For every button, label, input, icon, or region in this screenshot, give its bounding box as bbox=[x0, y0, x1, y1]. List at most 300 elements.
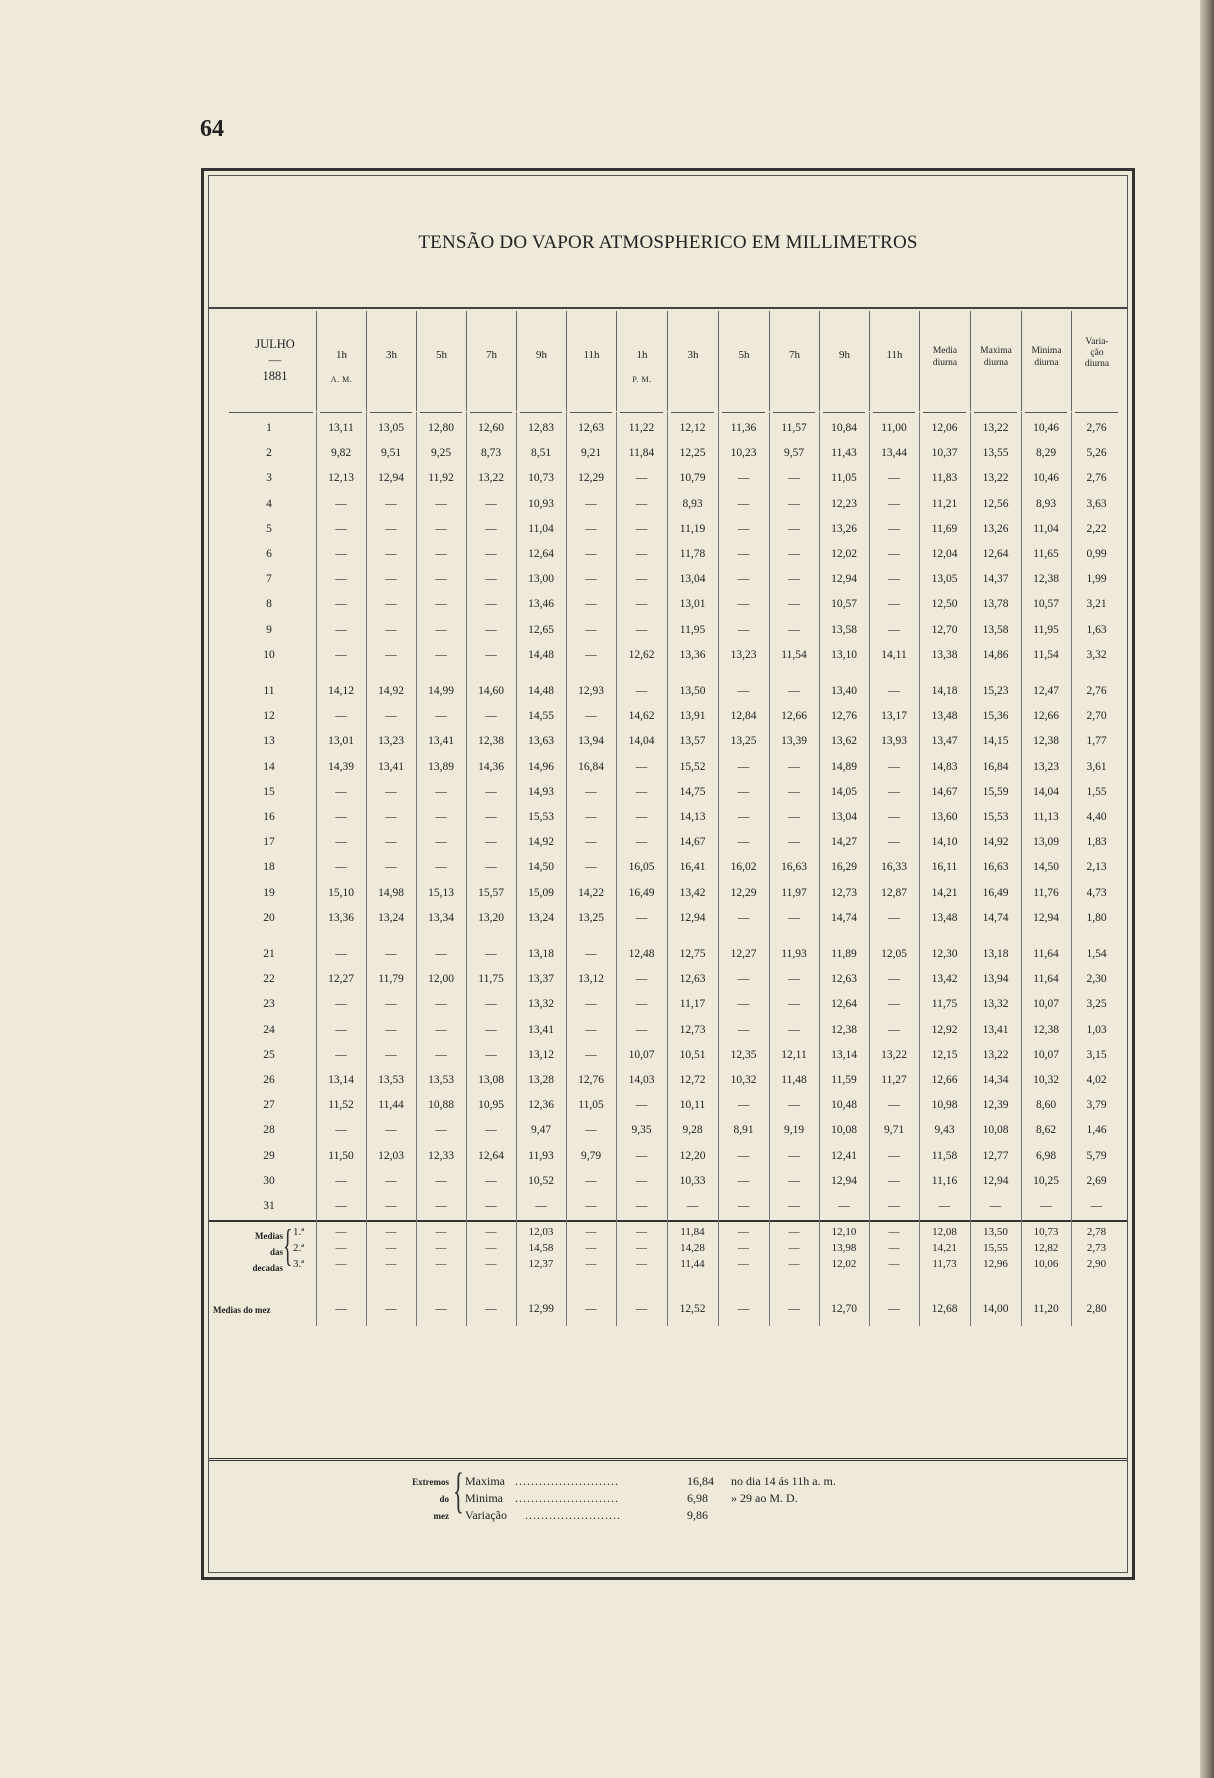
cell: 9,35 bbox=[631, 1124, 652, 1137]
cell: 11,78 bbox=[679, 548, 706, 560]
cell: 12,29 bbox=[730, 886, 757, 899]
cell: — bbox=[888, 573, 900, 586]
cell: — bbox=[737, 497, 750, 510]
cell: 14,98 bbox=[378, 886, 404, 899]
cell: 10,93 bbox=[528, 497, 554, 510]
cell: — bbox=[435, 836, 447, 849]
cell: 9,19 bbox=[783, 1124, 805, 1137]
cell: 9,82 bbox=[330, 447, 352, 460]
header-variacao-line: Varia- bbox=[1085, 337, 1109, 347]
cell: — bbox=[838, 1200, 850, 1212]
cell: 13,42 bbox=[931, 973, 958, 986]
cell: 11,05 bbox=[831, 472, 857, 485]
header-rule-seg bbox=[823, 412, 865, 413]
cell: — bbox=[938, 1200, 951, 1212]
column-line bbox=[819, 412, 820, 1326]
cell: 14,37 bbox=[982, 573, 1009, 586]
cell: 14,89 bbox=[831, 760, 857, 773]
cell: — bbox=[335, 785, 347, 798]
cell: — bbox=[788, 1174, 800, 1187]
header-hour: 3h bbox=[386, 349, 397, 361]
cell: 2,70 bbox=[1086, 710, 1107, 723]
cell: 12,64 bbox=[528, 548, 554, 560]
cell: — bbox=[686, 1200, 699, 1212]
cell: 12,38 bbox=[1033, 735, 1059, 748]
cell: — bbox=[788, 548, 800, 560]
cell: — bbox=[385, 598, 397, 611]
cell: 12,65 bbox=[528, 623, 554, 636]
cell: — bbox=[788, 1200, 800, 1212]
header-col-13 bbox=[919, 311, 970, 411]
cell: 9,51 bbox=[380, 447, 402, 460]
header-rule-seg bbox=[470, 412, 512, 413]
cell: 12,62 bbox=[628, 648, 655, 661]
cell: — bbox=[788, 685, 800, 697]
cell: — bbox=[788, 998, 800, 1011]
cell: 13,46 bbox=[528, 598, 554, 611]
cell: 3,15 bbox=[1086, 1048, 1107, 1061]
cell: 13,32 bbox=[528, 998, 554, 1011]
cell: 10,08 bbox=[831, 1124, 857, 1137]
row-day: 23 bbox=[263, 998, 275, 1011]
cell: 13,01 bbox=[679, 598, 706, 611]
header-col-14 bbox=[970, 311, 1021, 411]
cell: 9,25 bbox=[430, 447, 452, 460]
cell: — bbox=[738, 1242, 749, 1254]
cell: — bbox=[335, 548, 347, 560]
cell: 5,79 bbox=[1086, 1149, 1107, 1162]
cell: 14,18 bbox=[931, 685, 958, 697]
cell: — bbox=[635, 1200, 648, 1212]
row-day: 25 bbox=[263, 1048, 275, 1061]
cell: 11,75 bbox=[931, 998, 958, 1011]
cell: 11,44 bbox=[378, 1099, 404, 1112]
cell: 14,86 bbox=[982, 648, 1009, 661]
cell: 11,64 bbox=[1033, 973, 1059, 986]
header-hour: 7h bbox=[789, 349, 800, 361]
cell: 12,48 bbox=[628, 948, 655, 960]
row-day: 5 bbox=[266, 522, 272, 535]
table-row bbox=[209, 784, 1127, 806]
cell: — bbox=[888, 785, 900, 798]
row-day: 12 bbox=[263, 710, 275, 723]
cell: — bbox=[788, 1023, 800, 1036]
header-col-1 bbox=[316, 311, 366, 411]
cell: — bbox=[737, 811, 750, 823]
cell: 0,99 bbox=[1086, 548, 1107, 560]
cell: — bbox=[635, 548, 648, 560]
cell: 13,01 bbox=[328, 735, 354, 748]
cell: — bbox=[335, 648, 347, 661]
extreme-name: Variação bbox=[465, 1508, 507, 1522]
header-hour: 3h bbox=[687, 349, 699, 361]
cell: — bbox=[385, 811, 397, 823]
cell: — bbox=[485, 785, 497, 798]
cell: 13,23 bbox=[730, 648, 757, 661]
header-rule-seg bbox=[773, 412, 815, 413]
cell: 11,93 bbox=[528, 1149, 554, 1162]
brace-icon: { bbox=[453, 1462, 464, 1518]
cell: — bbox=[1090, 1200, 1103, 1212]
cell: 12,93 bbox=[578, 685, 604, 697]
cell: — bbox=[635, 973, 648, 986]
cell: 9,79 bbox=[580, 1149, 602, 1162]
header-rule-seg bbox=[229, 412, 313, 413]
cell: 10,07 bbox=[1033, 1048, 1059, 1061]
cell: — bbox=[335, 497, 347, 510]
cell: 2,80 bbox=[1086, 1303, 1107, 1315]
column-line bbox=[769, 412, 770, 1326]
cell: 10,57 bbox=[1033, 598, 1059, 611]
cell: — bbox=[788, 760, 800, 773]
cell: — bbox=[635, 911, 648, 924]
cell: — bbox=[585, 1048, 597, 1061]
cell: 1,80 bbox=[1086, 911, 1107, 924]
cell: 8,29 bbox=[1035, 447, 1057, 460]
cell: — bbox=[335, 948, 347, 960]
column-line bbox=[466, 412, 467, 1326]
cell: — bbox=[636, 1226, 647, 1238]
cell: 14,21 bbox=[932, 1242, 957, 1254]
cell: 10,46 bbox=[1033, 472, 1059, 485]
cell: 2,76 bbox=[1086, 472, 1107, 485]
row-day: 6 bbox=[266, 548, 272, 560]
cell: 12,30 bbox=[931, 948, 958, 960]
cell: 11,05 bbox=[578, 1099, 604, 1112]
cell: — bbox=[737, 1149, 750, 1162]
cell: — bbox=[738, 1258, 749, 1270]
cell: 13,41 bbox=[982, 1023, 1009, 1036]
cell: — bbox=[435, 548, 447, 560]
header-dash: — bbox=[268, 353, 282, 367]
row-day: 13 bbox=[263, 735, 275, 748]
cell: 13,04 bbox=[831, 811, 857, 823]
cell: — bbox=[485, 998, 497, 1011]
cell: 1,99 bbox=[1086, 573, 1107, 586]
means-rule bbox=[209, 1220, 1127, 1222]
header-minima-line: diurna bbox=[1034, 358, 1059, 368]
cell: — bbox=[435, 710, 447, 723]
cell: 11,95 bbox=[679, 623, 706, 636]
cell: 1,55 bbox=[1086, 785, 1107, 798]
cell: — bbox=[737, 1200, 750, 1212]
cell: 12,75 bbox=[679, 948, 706, 960]
cell: — bbox=[385, 1124, 397, 1137]
cell: — bbox=[737, 785, 750, 798]
cell: 11,04 bbox=[1033, 522, 1059, 535]
cell: 11,89 bbox=[831, 948, 857, 960]
extreme-name: Maxima bbox=[465, 1474, 505, 1488]
cell: — bbox=[485, 836, 497, 849]
cell: 12,25 bbox=[679, 447, 706, 460]
cell: — bbox=[888, 685, 900, 697]
cell: 10,32 bbox=[730, 1074, 757, 1086]
cell: 10,84 bbox=[831, 422, 857, 434]
cell: — bbox=[788, 1226, 800, 1238]
cell: 14,15 bbox=[982, 735, 1009, 748]
cell: — bbox=[435, 1258, 447, 1270]
cell: — bbox=[888, 1099, 900, 1112]
cell: 15,59 bbox=[982, 785, 1009, 798]
header-hour: 9h bbox=[839, 349, 850, 361]
cell: — bbox=[585, 861, 597, 874]
cell: 11,92 bbox=[428, 472, 454, 485]
extreme-note: » 29 ao M. D. bbox=[731, 1491, 798, 1505]
cell: 3,32 bbox=[1086, 648, 1107, 661]
table-row bbox=[209, 946, 1127, 968]
cell: 4,40 bbox=[1086, 811, 1107, 823]
header-rule-seg bbox=[520, 412, 562, 413]
header-col-4 bbox=[466, 311, 516, 411]
cell: — bbox=[737, 472, 750, 485]
cell: 12,72 bbox=[679, 1074, 706, 1086]
cell: 12,41 bbox=[831, 1149, 857, 1162]
cell: — bbox=[635, 598, 648, 611]
cell: — bbox=[435, 648, 447, 661]
table-row bbox=[209, 1072, 1127, 1094]
extreme-value: 6,98 bbox=[687, 1491, 708, 1505]
cell: 13,22 bbox=[478, 472, 504, 485]
cell: — bbox=[585, 1303, 597, 1315]
cell: 12,82 bbox=[1033, 1242, 1059, 1254]
cell: 14,67 bbox=[679, 836, 706, 849]
cell: 8,51 bbox=[530, 447, 552, 460]
cell: 14,74 bbox=[831, 911, 857, 924]
cell: — bbox=[585, 1258, 597, 1270]
cell: 2,30 bbox=[1086, 973, 1107, 986]
cell: 13,14 bbox=[328, 1074, 354, 1086]
header-rule-seg bbox=[570, 412, 612, 413]
cell: 13,26 bbox=[982, 522, 1009, 535]
cell: — bbox=[635, 685, 648, 697]
cell: 13,53 bbox=[378, 1074, 404, 1086]
cell: — bbox=[385, 998, 397, 1011]
cell: 12,35 bbox=[730, 1048, 757, 1061]
table-row bbox=[209, 996, 1127, 1018]
cell: 13,94 bbox=[982, 973, 1009, 986]
row-day: 26 bbox=[263, 1074, 275, 1086]
cell: 15,13 bbox=[428, 886, 454, 899]
cell: — bbox=[888, 998, 900, 1011]
cell: 12,70 bbox=[931, 623, 958, 636]
cell: 10,51 bbox=[679, 1048, 706, 1061]
cell: — bbox=[788, 573, 800, 586]
decade-means-label-line: decadas bbox=[252, 1263, 283, 1273]
cell: 13,39 bbox=[781, 735, 807, 748]
cell: — bbox=[485, 710, 497, 723]
cell: 12,50 bbox=[931, 598, 958, 611]
cell: 11,22 bbox=[628, 422, 655, 434]
cell: 1,77 bbox=[1086, 735, 1107, 748]
cell: 13,41 bbox=[378, 760, 404, 773]
header-maxima bbox=[971, 345, 1021, 369]
cell: 12,63 bbox=[831, 973, 857, 986]
cell: 2,76 bbox=[1086, 422, 1107, 434]
row-day: 3 bbox=[266, 472, 272, 485]
cell: 12,11 bbox=[781, 1048, 807, 1061]
cell: 10,73 bbox=[1033, 1226, 1059, 1238]
month-means-label: Medias do mez bbox=[213, 1305, 271, 1315]
cell: 10,32 bbox=[1033, 1074, 1059, 1086]
header-col-8 bbox=[667, 311, 718, 411]
cell: — bbox=[788, 1099, 800, 1112]
cell: 14,00 bbox=[982, 1303, 1009, 1315]
cell: 9,28 bbox=[682, 1124, 703, 1137]
cell: 14,21 bbox=[931, 886, 958, 899]
cell: 13,47 bbox=[931, 735, 958, 748]
cell: — bbox=[335, 1048, 347, 1061]
cell: 12,03 bbox=[378, 1149, 404, 1162]
cell: — bbox=[385, 948, 397, 960]
cell: 12,02 bbox=[831, 548, 857, 560]
cell: 12,70 bbox=[831, 1303, 857, 1315]
column-line bbox=[919, 412, 920, 1326]
cell: — bbox=[888, 1303, 900, 1315]
cell: — bbox=[485, 1023, 497, 1036]
cell: — bbox=[385, 548, 397, 560]
cell: 11,44 bbox=[680, 1258, 705, 1270]
cell: — bbox=[888, 1174, 900, 1187]
cell: — bbox=[485, 1242, 497, 1254]
cell: — bbox=[335, 1200, 347, 1212]
cell: — bbox=[335, 1242, 347, 1254]
cell: 14,39 bbox=[328, 760, 354, 773]
cell: 11,84 bbox=[680, 1226, 705, 1238]
cell: — bbox=[335, 1303, 347, 1315]
header-maxima-line: diurna bbox=[983, 358, 1009, 368]
cell: 12,15 bbox=[931, 1048, 958, 1061]
cell: — bbox=[385, 1242, 397, 1254]
cell: 12,27 bbox=[730, 948, 757, 960]
cell: 11,57 bbox=[781, 422, 807, 434]
cell: — bbox=[335, 522, 347, 535]
cell: 12,73 bbox=[831, 886, 857, 899]
header-minima bbox=[1022, 345, 1071, 369]
cell: 12,29 bbox=[578, 472, 604, 485]
cell: 13,78 bbox=[982, 598, 1009, 611]
header-col-12 bbox=[869, 311, 919, 411]
cell: — bbox=[385, 573, 397, 586]
cell: 11,59 bbox=[831, 1074, 857, 1086]
cell: 11,84 bbox=[628, 447, 655, 460]
cell: 9,57 bbox=[783, 447, 805, 460]
cell: — bbox=[737, 760, 750, 773]
cell: 16,84 bbox=[982, 760, 1009, 773]
cell: — bbox=[585, 811, 597, 823]
column-line bbox=[667, 412, 668, 1326]
cell: — bbox=[335, 573, 347, 586]
cell: 15,52 bbox=[679, 760, 706, 773]
cell: 13,25 bbox=[578, 911, 604, 924]
header-col-9 bbox=[718, 311, 769, 411]
cell: — bbox=[737, 1099, 750, 1112]
cell: — bbox=[335, 811, 347, 823]
cell: — bbox=[385, 623, 397, 636]
header-col-15 bbox=[1021, 311, 1071, 411]
cell: 9,21 bbox=[580, 447, 602, 460]
cell: — bbox=[485, 1200, 497, 1212]
cell: 11,75 bbox=[478, 973, 504, 986]
header-rule-seg bbox=[1075, 412, 1118, 413]
cell: 12,20 bbox=[679, 1149, 706, 1162]
cell: 14,10 bbox=[931, 836, 958, 849]
cell: 10,07 bbox=[628, 1048, 655, 1061]
header-media-line: diurna bbox=[932, 358, 958, 368]
cell: 14,27 bbox=[831, 836, 857, 849]
cell: — bbox=[485, 1174, 497, 1187]
cell: 14,55 bbox=[528, 710, 554, 723]
cell: 14,58 bbox=[528, 1242, 554, 1254]
column-line bbox=[869, 412, 870, 1326]
header-col-6 bbox=[566, 311, 616, 411]
row-day: 19 bbox=[263, 886, 275, 899]
cell: 11,65 bbox=[1033, 548, 1059, 560]
cell: — bbox=[485, 948, 497, 960]
cell: 9,47 bbox=[530, 1124, 552, 1137]
cell: — bbox=[636, 1258, 647, 1270]
header-rule-seg bbox=[722, 412, 765, 413]
cell: 12,64 bbox=[831, 998, 857, 1011]
cell: 12,94 bbox=[679, 911, 706, 924]
row-day: 4 bbox=[266, 497, 272, 510]
cell: 14,83 bbox=[931, 760, 958, 773]
cell: — bbox=[989, 1200, 1002, 1212]
cell: 13,37 bbox=[528, 973, 554, 986]
header-rule-seg bbox=[873, 412, 915, 413]
cell: 10,52 bbox=[528, 1174, 554, 1187]
cell: — bbox=[635, 836, 648, 849]
cell: 1,54 bbox=[1086, 948, 1107, 960]
cell: 11,69 bbox=[931, 522, 958, 535]
page-number: 64 bbox=[200, 116, 224, 142]
cell: 11,00 bbox=[881, 422, 907, 434]
decade-label: 1.ª bbox=[293, 1226, 305, 1238]
cell: 14,05 bbox=[831, 785, 857, 798]
cell: — bbox=[385, 648, 397, 661]
cell: 13,50 bbox=[983, 1226, 1008, 1238]
cell: 2,78 bbox=[1086, 1226, 1107, 1238]
cell: 14,22 bbox=[578, 886, 604, 899]
cell: 13,18 bbox=[528, 948, 554, 960]
cell: — bbox=[737, 522, 750, 535]
cell: 11,83 bbox=[931, 472, 958, 485]
cell: 12,76 bbox=[831, 710, 857, 723]
cell: — bbox=[737, 598, 750, 611]
cell: 14,62 bbox=[628, 710, 655, 723]
cell: 13,04 bbox=[679, 573, 706, 586]
row-day: 21 bbox=[263, 948, 275, 960]
cell: — bbox=[585, 1242, 597, 1254]
column-line bbox=[970, 412, 971, 1326]
table-frame bbox=[201, 168, 1135, 1580]
header-hour: 5h bbox=[738, 349, 750, 361]
cell: 12,66 bbox=[781, 710, 807, 723]
cell: 12,38 bbox=[478, 735, 504, 748]
cell: 11,17 bbox=[679, 998, 706, 1011]
decade-label: 2.ª bbox=[293, 1242, 305, 1254]
cell: 2,90 bbox=[1086, 1258, 1107, 1270]
cell: — bbox=[435, 1174, 447, 1187]
cell: 12,12 bbox=[679, 422, 706, 434]
cell: 14,04 bbox=[628, 735, 655, 748]
cell: — bbox=[385, 1200, 397, 1212]
cell: 8,93 bbox=[1035, 497, 1057, 510]
cell: — bbox=[385, 522, 397, 535]
cell: 13,11 bbox=[328, 422, 354, 434]
cell: — bbox=[435, 1048, 447, 1061]
cell: 8,60 bbox=[1035, 1099, 1057, 1112]
cell: — bbox=[888, 911, 900, 924]
